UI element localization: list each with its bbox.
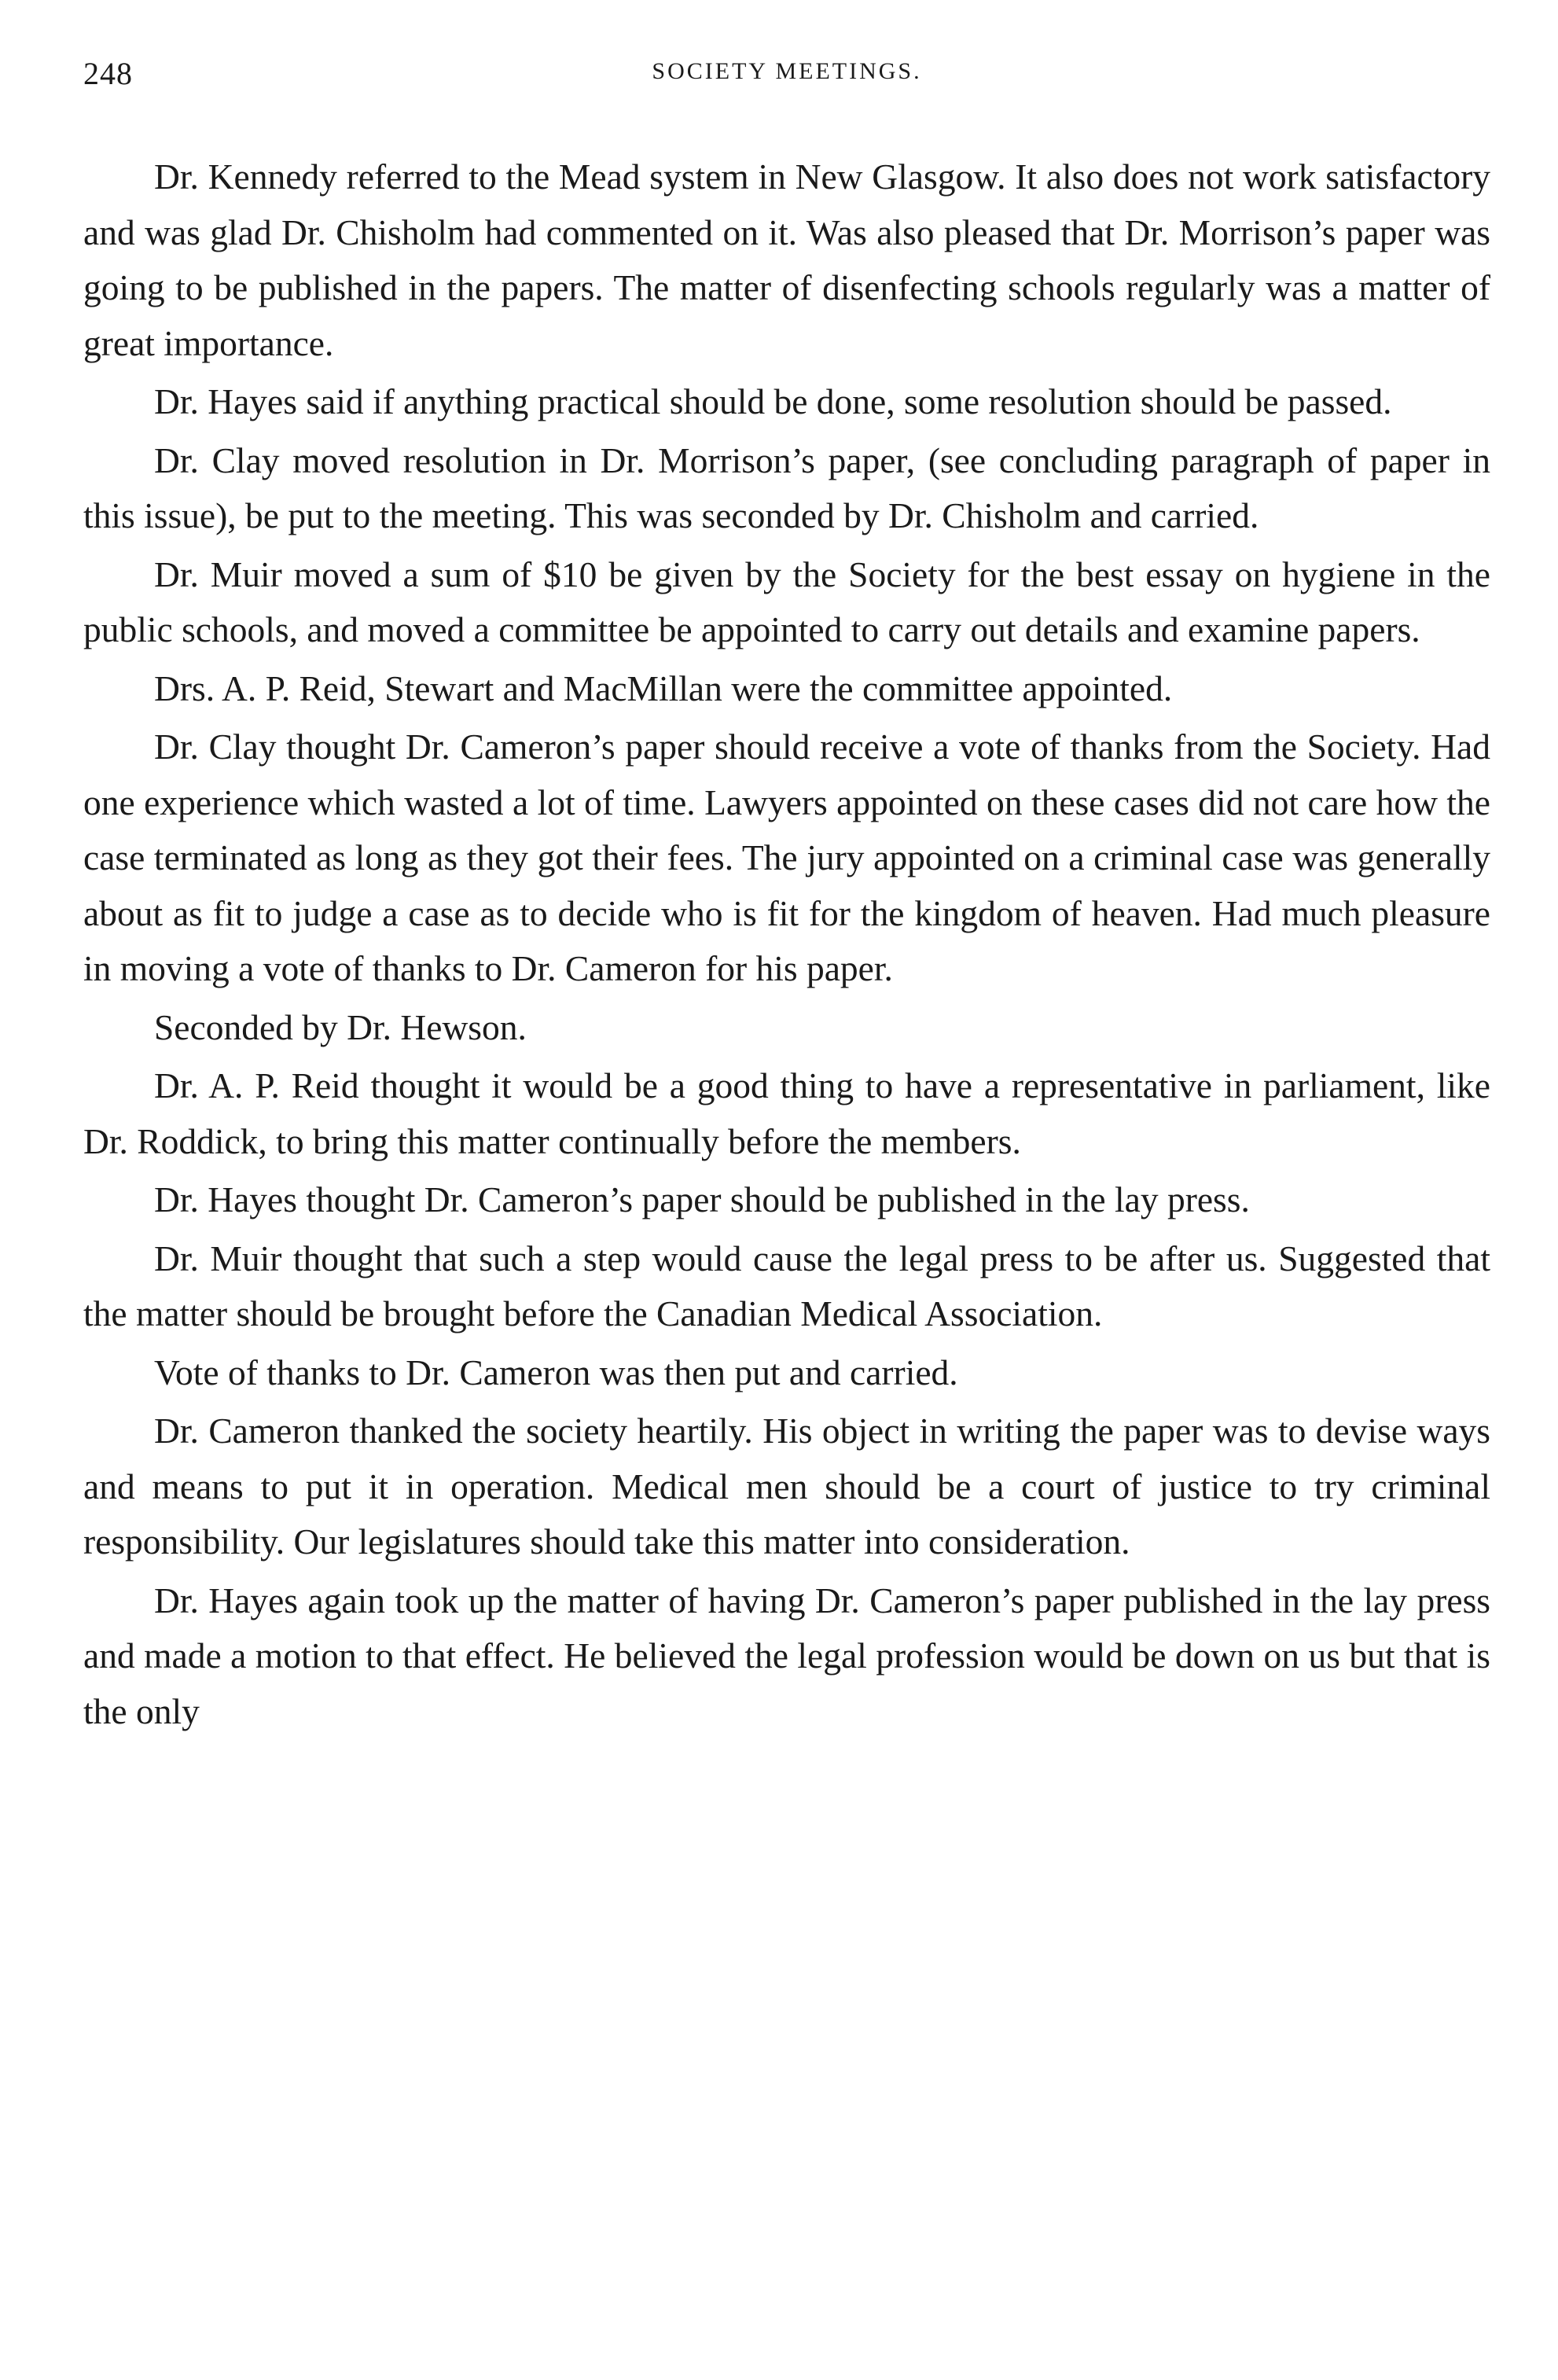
paragraph: Drs. A. P. Reid, Stewart and MacMillan were the committee appointed. <box>154 668 1173 708</box>
paragraph: Dr. Hayes said if anything practical should be done, some resolution should be passed. <box>154 381 1392 421</box>
paragraph: Dr. Clay moved resolution in Dr. Morrison’s paper, (see concluding paragraph of paper in this issue), be put to the meeting. This was seconded by Dr. Chisholm and carried. <box>83 440 1490 535</box>
paragraph: Dr. Clay thought Dr. Cameron’s paper should receive a vote of thanks from the Society. Had one experience which wasted a lot of time. Lawyers appointed on these cases did not care how the case terminated as long as they got their fees. The jury appointed on a criminal case was generally about as fit to judge a case as to decide who is fit for the kingdom of heaven. Had much pleasure in moving a vote of thanks to Dr. Cameron for his paper. <box>83 727 1490 988</box>
paragraph: Dr. Muir thought that such a step would cause the legal press to be after us. Suggested that the matter should be brought before the Canadian Medical Association. <box>83 1238 1490 1333</box>
paragraph: Dr. Cameron thanked the society heartily. His object in writing the paper was to devise ways and means to put it in operation. Medical men should be a court of justice to try criminal responsibility. Our legislatures should take this matter into consideration. <box>83 1411 1490 1562</box>
paragraph: Dr. A. P. Reid thought it would be a good thing to have a representative in parliament, like Dr. Roddick, to bring this matter continually before the members. <box>83 1065 1490 1161</box>
page <box>83 55 1490 1742</box>
body-text <box>83 149 1490 1739</box>
running-head: SOCIETY MEETINGS. <box>652 58 922 84</box>
page-number: 248 <box>83 56 133 91</box>
paragraph: Vote of thanks to Dr. Cameron was then put and carried. <box>154 1352 958 1392</box>
paragraph: Seconded by Dr. Hewson. <box>154 1006 527 1047</box>
paragraph: Dr. Hayes thought Dr. Cameron’s paper should be published in the lay press. <box>154 1179 1250 1219</box>
paragraph: Dr. Muir moved a sum of $10 be given by the Society for the best essay on hygiene in the public schools, and moved a committee be appointed to carry out details and examine papers. <box>83 554 1490 649</box>
page-header <box>83 55 1490 102</box>
paragraph: Dr. Hayes again took up the matter of having Dr. Cameron’s paper published in the lay press and made a motion to that effect. He believed the legal profession would be down on us but that is the only <box>83 1580 1490 1731</box>
paragraph: Dr. Kennedy referred to the Mead system in New Glasgow. It also does not work satisfactory and was glad Dr. Chisholm had commented on it. Was also pleased that Dr. Morrison’s paper was going to be published in the papers. The matter of disenfecting schools regularly was a matter of great importance. <box>83 156 1490 363</box>
